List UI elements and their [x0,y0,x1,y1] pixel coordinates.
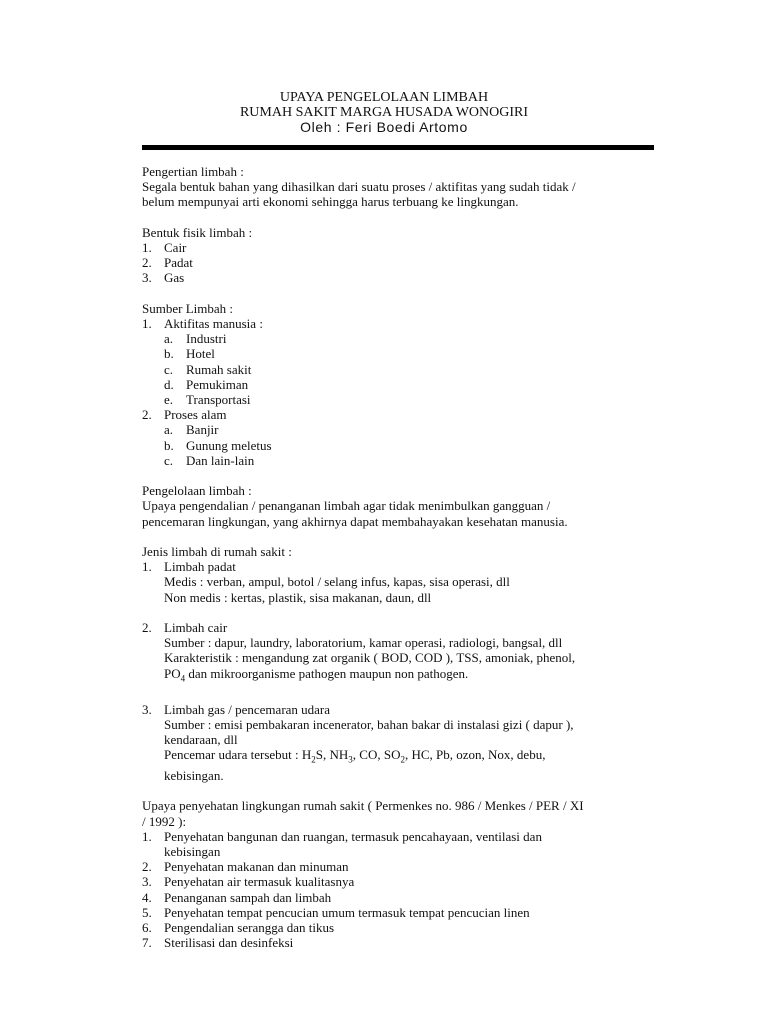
document-author: Oleh : Feri Boedi Artomo [300,119,468,135]
list-letter: b. [164,437,174,453]
jenis-heading: Jenis limbah di rumah sakit : [142,544,292,560]
list-letter: e. [164,392,174,408]
pengelolaan-text-1: Upaya pengendalian / penanganan limbah agar tidak menimbulkan gangguan / [142,498,551,514]
sub-list-item [142,422,662,437]
document-subtitle: RUMAH SAKIT MARGA HUSADA WONOGIRI [239,105,529,120]
list-item [142,255,662,270]
list-number: 2. [142,620,152,636]
list-number: 1. [142,828,152,844]
sub-list-item [142,392,662,407]
list-text: Sterilisasi dan desinfeksi [164,935,294,951]
list-letter: a. [164,422,174,438]
list-text: Proses alam [164,407,227,423]
document-title: UPAYA PENGELOLAAN LIMBAH [279,90,489,105]
upaya-heading: Upaya penyehatan lingkungan rumah sakit ( Permenkes no. 986 / Menkes / PER / XI [142,798,584,814]
list-text: Padat [164,255,193,271]
list-text: Penyehatan tempat pencucian umum termasuk tempat pencucian linen [164,904,530,920]
list-item [142,859,662,874]
limbah-cair-karakteristik: Karakteristik : mengandung zat organik ( BOD, COD ), TSS, amoniak, phenol, [164,650,576,666]
limbah-gas-pencemar-cont: kebisingan. [164,768,224,784]
list-text: Pengendalian serangga dan tikus [164,920,335,936]
list-item [142,240,662,255]
list-number: 6. [142,920,152,936]
text-segment: Pencemar udara tersebut : H [164,747,312,763]
list-number: 7. [142,935,152,951]
limbah-padat-medis: Medis : verban, ampul, botol / selang infus, kapas, sisa operasi, dll [164,574,510,590]
text-segment: dan mikroorganisme pathogen maupun non pathogen. [185,665,469,681]
subscript: 2 [400,754,405,765]
sub-list-item [142,377,662,392]
list-number: 1. [142,240,152,255]
list-text: Limbah gas / pencemaran udara [164,701,331,717]
list-text: Cair [164,240,187,255]
list-number: 1. [142,316,152,331]
limbah-cair-sumber: Sumber : dapur, laundry, laboratorium, kamar operasi, radiologi, bangsal, dll [164,635,563,651]
list-item [142,407,662,422]
list-text: Pemukiman [186,376,249,392]
list-letter: d. [164,376,174,392]
limbah-gas-sumber: Sumber : emisi pembakaran incenerator, bahan bakar di instalasi gizi ( dapur ), [164,716,574,732]
list-item [142,316,662,331]
list-number: 3. [142,270,152,286]
limbah-gas-sumber-cont: kendaraan, dll [164,732,238,748]
list-text: Gunung meletus [186,437,272,453]
limbah-padat-non-medis: Non medis : kertas, plastik, sisa makanan, daun, dll [164,589,432,605]
list-item [142,829,662,844]
list-number: 2. [142,407,152,423]
list-item [142,935,662,950]
list-text: Banjir [186,422,219,438]
list-number: 4. [142,889,152,905]
list-item [142,920,662,935]
text-segment: PO [164,665,181,681]
list-item [142,702,662,717]
list-item [142,874,662,889]
document-body [142,164,662,950]
upaya-heading-cont: / 1992 ): [142,813,187,829]
list-text: Penyehatan air termasuk kualitasnya [164,874,355,890]
sub-list-item [142,346,662,361]
bentuk-heading: Bentuk fisik limbah : [142,224,253,240]
list-item [142,270,662,285]
sumber-heading: Sumber Limbah : [142,300,233,316]
list-number: 3. [142,701,152,717]
list-text-cont: kebisingan [164,844,221,860]
limbah-cair-karakteristik-cont [142,666,662,687]
list-letter: c. [164,452,174,468]
list-text: Industri [186,331,227,347]
list-number: 1. [142,559,152,575]
subscript: 4 [180,673,186,684]
list-number: 3. [142,874,152,890]
list-item [142,620,662,635]
list-letter: c. [164,361,174,377]
subscript: 2 [311,754,316,765]
pengertian-text-1: Segala bentuk bahan yang dihasilkan dari suatu proses / aktifitas yang sudah tidak / [142,179,576,195]
list-text: Aktifitas manusia : [164,316,263,331]
list-text: Limbah padat [164,559,236,575]
pengertian-heading: Pengertian limbah : [142,164,244,179]
sub-list-item [142,438,662,453]
pengelolaan-text-2: pencemaran lingkungan, yang akhirnya dapat membahayakan kesehatan manusia. [142,513,568,529]
sub-list-item [142,331,662,346]
text-segment: , HC, Pb, ozon, Nox, debu, [404,747,546,763]
list-text: Dan lain-lain [186,452,255,468]
limbah-gas-pencemar [142,747,662,768]
list-number: 2. [142,255,152,271]
pengertian-text-2: belum mempunyai arti ekonomi sehingga harus terbuang ke lingkungan. [142,194,519,210]
text-segment: S, NH [315,747,349,763]
title-divider [142,145,654,150]
list-text: Transportasi [186,392,251,408]
sub-list-item [142,453,662,468]
list-text: Penanganan sampah dan limbah [164,889,332,905]
list-item [142,905,662,920]
list-item [142,890,662,905]
sub-list-item [142,362,662,377]
list-text: Rumah sakit [186,361,252,377]
pengelolaan-heading: Pengelolaan limbah : [142,483,252,499]
text-segment: , CO, SO [352,747,401,763]
list-text: Penyehatan makanan dan minuman [164,859,349,875]
list-item [142,559,662,574]
list-text: Penyehatan bangunan dan ruangan, termasuk pencahayaan, ventilasi dan [164,828,542,844]
list-letter: b. [164,346,174,362]
list-number: 2. [142,859,152,875]
list-number: 5. [142,904,152,920]
list-text: Gas [164,270,185,286]
list-text: Limbah cair [164,620,228,636]
list-text: Hotel [186,346,215,362]
subscript: 3 [348,754,353,765]
list-letter: a. [164,331,174,347]
